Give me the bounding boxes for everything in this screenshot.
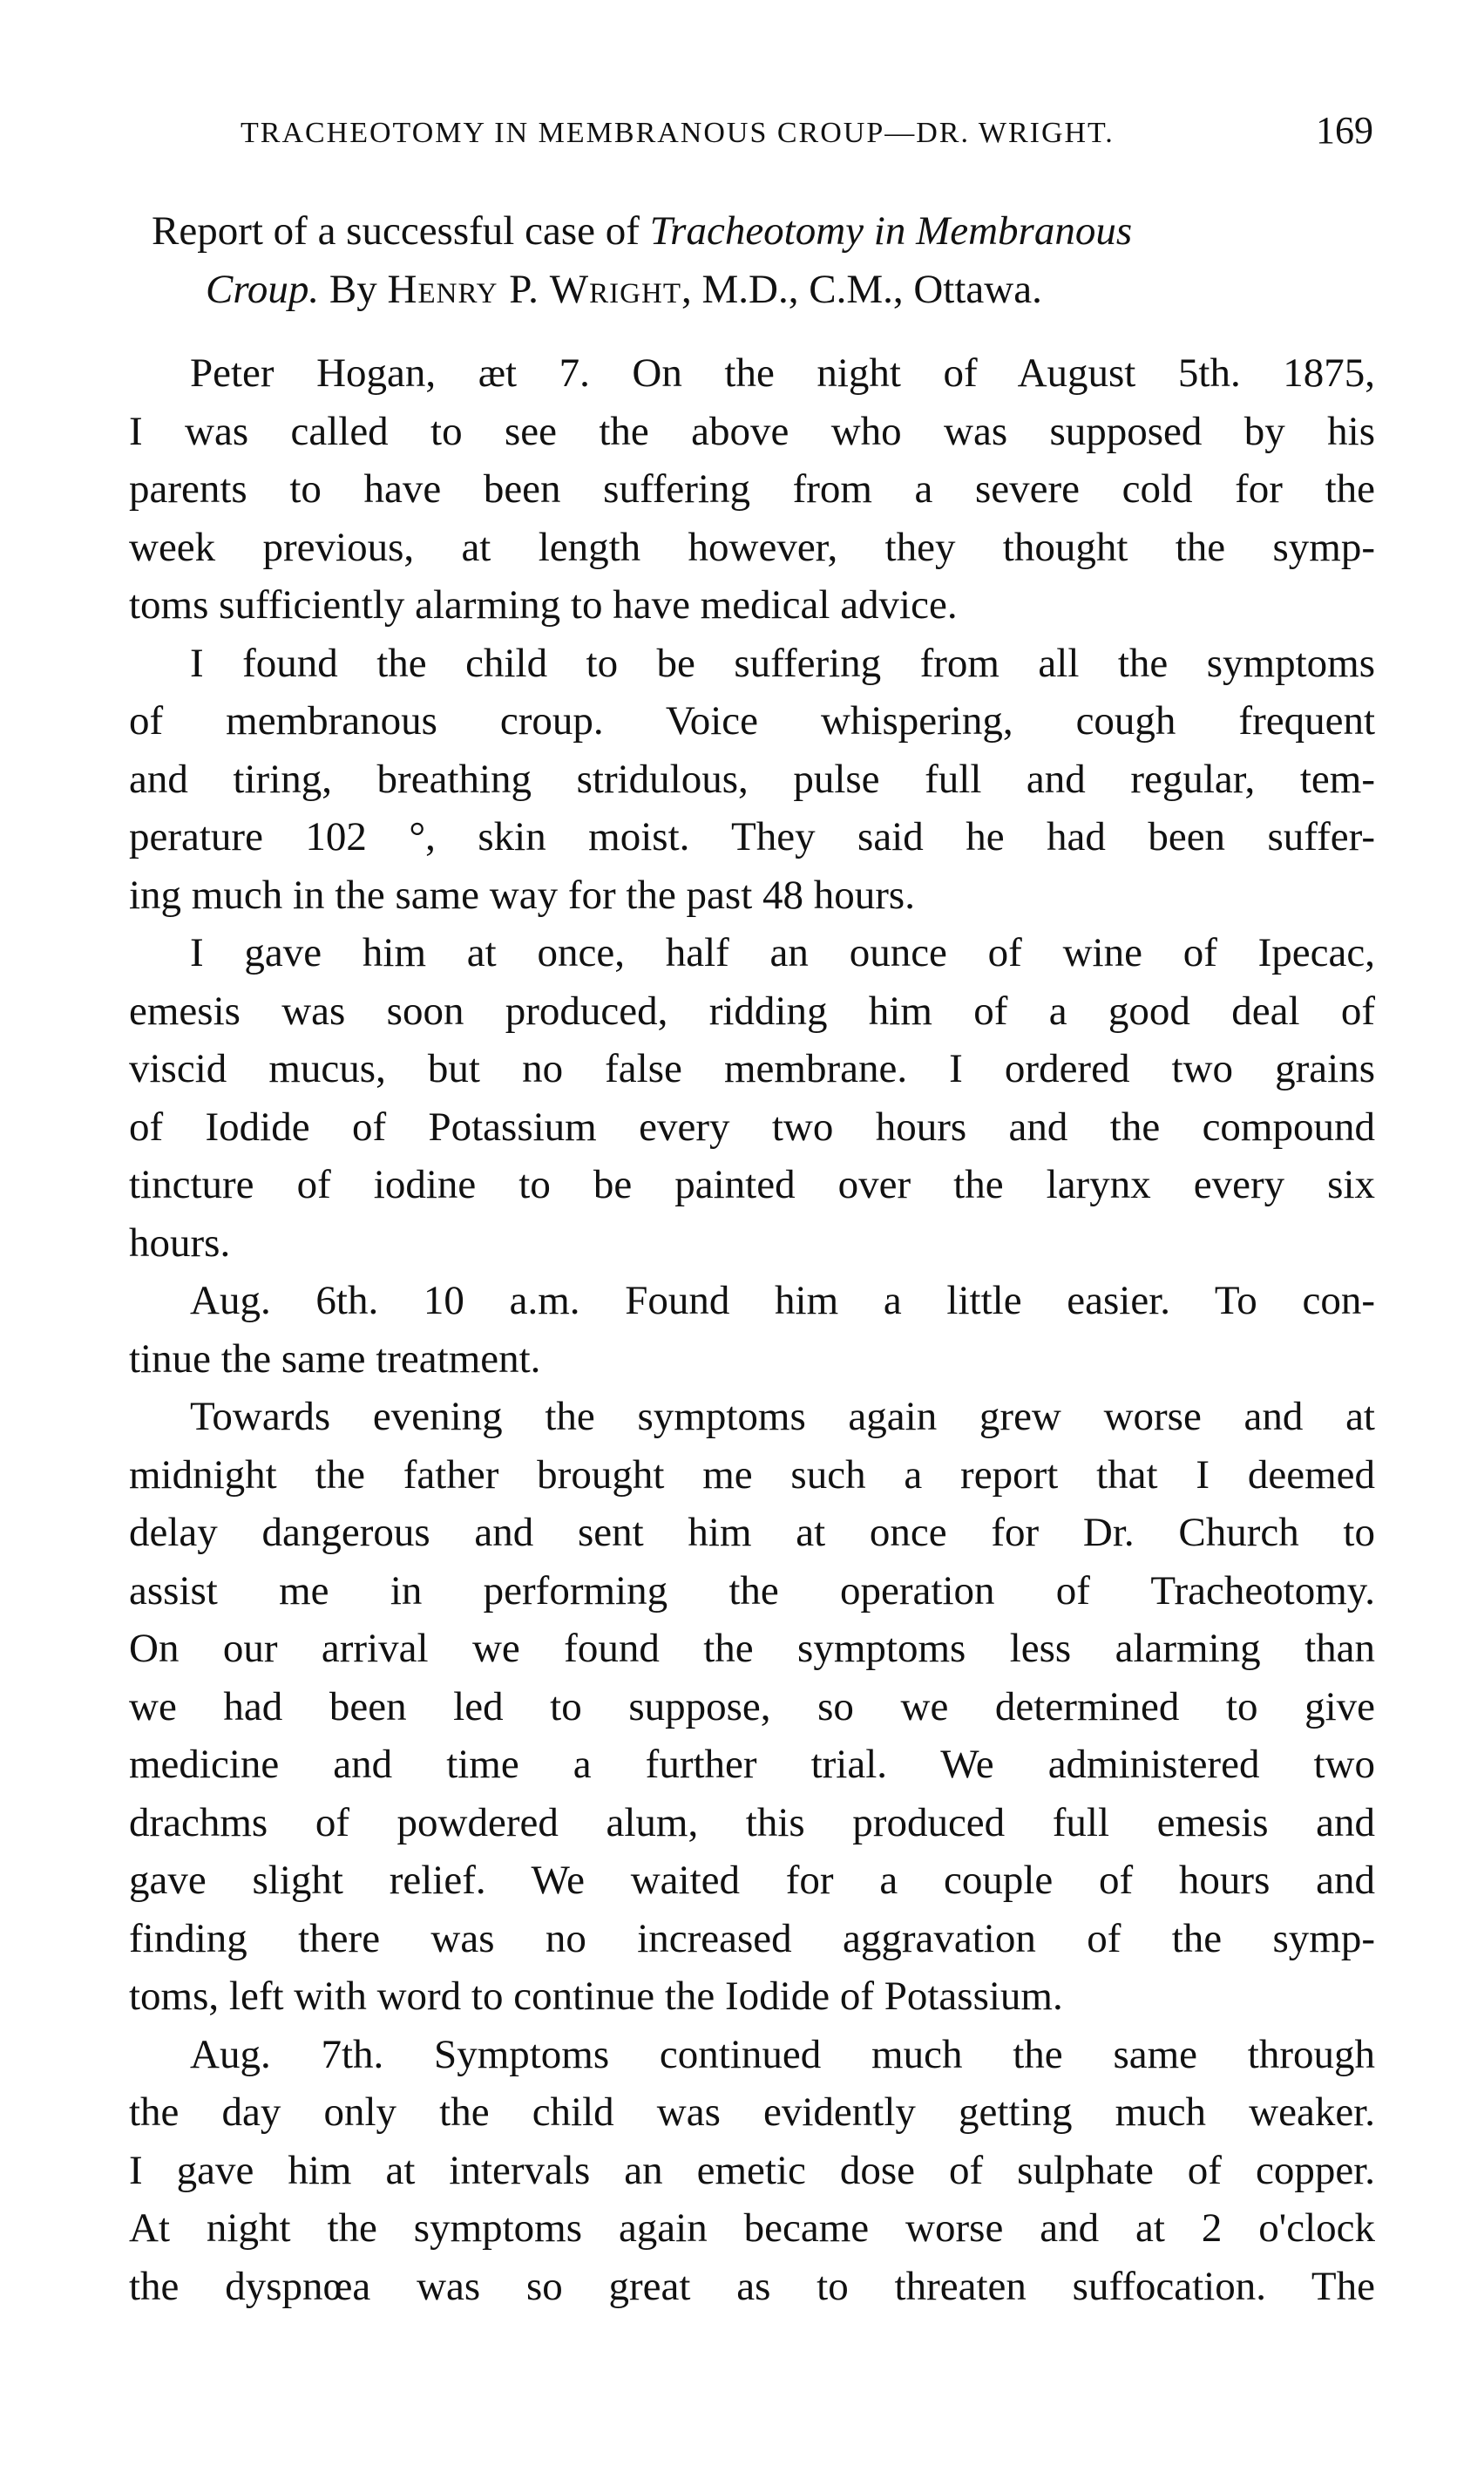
text-line: of Iodide of Potassium every two hours and the compound [129,1104,1375,1150]
text-line: viscid mucus, but no false membrane. I ordered two grains [129,1046,1375,1091]
text-line: tincture of iodine to be painted over the larynx every six [129,1162,1375,1207]
text-line: On our arrival we found the symptoms less alarming than [129,1626,1375,1671]
page-number: 169 [1316,109,1373,152]
article-title [129,202,1375,318]
text-line: Peter Hogan, æt 7. On the night of August 5th. 1875, [190,350,1375,396]
text-line: week previous, at length however, they thought the symp- [129,524,1375,570]
text-line: toms, left with word to continue the Iodide of Potassium. [129,1974,1063,2019]
text-line: and tiring, breathing stridulous, pulse full and regular, tem- [129,756,1375,802]
text-line: emesis was soon produced, ridding him of a good deal of [129,988,1375,1034]
text-line: of membranous croup. Voice whispering, cough frequent [129,698,1375,744]
text-line: I was called to see the above who was supposed by his [129,408,1375,454]
text-line: assist me in performing the operation of Tracheotomy. [129,1567,1375,1614]
text-line: I gave him at intervals an emetic dose of sulphate of copper. [129,2147,1375,2193]
text-line: we had been led to suppose, so we determined to give [129,1683,1375,1729]
text-line: toms sufficiently alarming to have medical advice. [129,582,958,628]
byline-suffix: , M.D., C.M., Ottawa. [681,266,1042,312]
byline-author: Henry P. Wright [387,266,681,312]
title-prefix: Report of a successful case of [152,208,650,254]
text-line: Aug. 7th. Symptoms continued much the same through [190,2031,1375,2077]
text-line: I found the child to be suffering from all the symptoms [190,640,1375,686]
title-line-2 [152,261,1375,319]
running-head [241,109,1373,164]
text-line: tinue the same treatment. [129,1335,541,1382]
text-line: the dyspnœa was so great as to threaten suffocation. The [129,2263,1375,2309]
text-line: At night the symptoms again became worse and at 2 o'clock [129,2205,1375,2251]
text-line: the day only the child was evidently getting much weaker. [129,2089,1375,2135]
text-line: ing much in the same way for the past 48 hours. [129,872,915,918]
text-line: drachms of powdered alum, this produced full emesis and [129,1799,1375,1845]
text-line: perature 102 °, skin moist. They said he had been suffer- [129,814,1375,859]
title-italic-line-2: Croup. [206,266,320,312]
text-line: parents to have been suffering from a severe cold for the [129,466,1375,512]
text-line: gave slight relief. We waited for a couple of hours and [129,1858,1375,1903]
text-line: finding there was no increased aggravation of the symp- [129,1915,1375,1961]
text-line: I gave him at once, half an ounce of wine of Ipecac, [190,930,1375,975]
text-line: Towards evening the symptoms again grew worse and at [190,1394,1375,1439]
title-italic-line-1: Tracheotomy in Membranous [649,208,1133,254]
text-line: Aug. 6th. 10 a.m. Found him a little easier. To con- [190,1278,1375,1323]
text-line: hours. [129,1220,231,1266]
article-body [129,202,1375,2315]
byline-by: By [319,266,388,312]
body-text [129,344,1375,2315]
text-line: delay dangerous and sent him at once for Dr. Church to [129,1510,1375,1555]
text-line: medicine and time a further trial. We administered two [129,1742,1375,1787]
text-line: midnight the father brought me such a report that I deemed [129,1451,1375,1498]
running-head-title: TRACHEOTOMY IN MEMBRANOUS CROUP—DR. WRIGHT. [241,117,1115,149]
